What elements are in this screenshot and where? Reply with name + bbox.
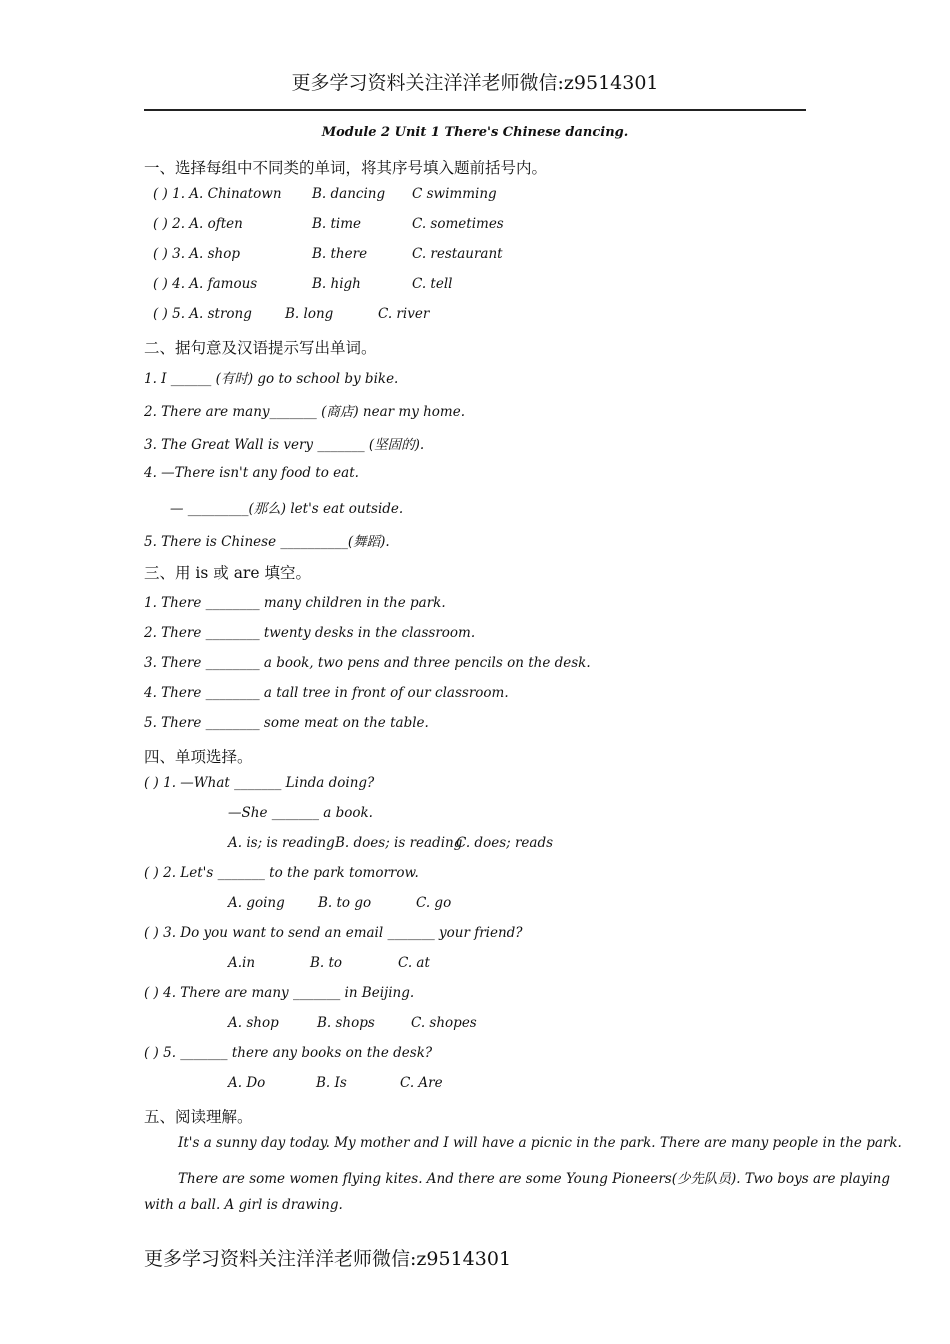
- section-4-heading: 四、单项选择。: [144, 748, 253, 766]
- reading-line-2: There are some women flying kites. And there are some Young Pioneers(少先队员). Two boys are playing: [178, 1171, 891, 1187]
- s4-q2-opt-c: C. go: [416, 895, 452, 911]
- s2-line-4: 4. —There isn't any food to eat.: [144, 465, 359, 481]
- s4-q5-opt-a: A. Do: [228, 1075, 266, 1091]
- s4-q3-opt-b: B. to: [310, 955, 343, 971]
- section-2-heading: 二、据句意及汉语提示写出单词。: [144, 339, 377, 357]
- section-5-heading: 五、阅读理解。: [144, 1108, 253, 1126]
- s1-q4-c: C. tell: [412, 276, 453, 292]
- reading-line-3: with a ball. A girl is drawing.: [144, 1197, 343, 1213]
- s4-q5: ( ) 5. _______ there any books on the desk?: [144, 1045, 433, 1061]
- s4-q4-opt-c: C. shopes: [411, 1015, 477, 1031]
- s1-q5-b: B. long: [285, 306, 334, 322]
- s1-q3: ( ) 3. A. shop: [153, 246, 241, 262]
- s4-q2-opt-b: B. to go: [318, 895, 372, 911]
- s4-q3-opt-a: A.in: [228, 955, 256, 971]
- s4-q1-opt-a: A. is; is reading: [228, 835, 335, 851]
- s2-line-2: 2. There are many_______ (商店) near my home.: [144, 404, 466, 420]
- s1-q2: ( ) 2. A. often: [153, 216, 243, 232]
- s4-q4-opt-a: A. shop: [228, 1015, 279, 1031]
- s3-line-2: 2. There ________ twenty desks in the classroom.: [144, 625, 476, 641]
- page-footer: 更多学习资料关注洋洋老师微信:z9514301: [144, 1248, 512, 1270]
- s1-q5-c: C. river: [378, 306, 430, 322]
- s1-q2-c: C. sometimes: [412, 216, 504, 232]
- s3-line-3: 3. There ________ a book, two pens and three pencils on the desk.: [144, 655, 591, 671]
- s2-line-3: 3. The Great Wall is very _______ (坚固的).: [144, 437, 425, 453]
- s3-line-5: 5. There ________ some meat on the table.: [144, 715, 429, 731]
- s4-q3: ( ) 3. Do you want to send an email _______ your friend?: [144, 925, 523, 941]
- page-header: 更多学习资料关注洋洋老师微信:z9514301: [291, 72, 659, 94]
- s4-q1-response: —She _______ a book.: [228, 805, 373, 821]
- reading-line-1: It's a sunny day today. My mother and I will have a picnic in the park. There are many people in the park.: [178, 1135, 902, 1151]
- s4-q4: ( ) 4. There are many _______ in Beijing.: [144, 985, 415, 1001]
- s1-q3-c: C. restaurant: [412, 246, 503, 262]
- header-divider: [144, 109, 806, 111]
- s2-line-4-answer: — _________(那么) let's eat outside.: [170, 501, 404, 517]
- s1-q1-b: B. dancing: [312, 186, 386, 202]
- s4-q1-opt-c: C. does; reads: [456, 835, 554, 851]
- s4-q1: ( ) 1. —What _______ Linda doing?: [144, 775, 375, 791]
- s4-q3-opt-c: C. at: [398, 955, 430, 971]
- s4-q5-opt-c: C. Are: [400, 1075, 443, 1091]
- section-1-heading: 一、选择每组中不同类的单词，将其序号填入题前括号内。: [144, 159, 548, 177]
- s4-q5-opt-b: B. Is: [316, 1075, 347, 1091]
- s3-line-4: 4. There ________ a tall tree in front of our classroom.: [144, 685, 509, 701]
- s2-line-5: 5. There is Chinese __________(舞蹈).: [144, 534, 390, 550]
- s4-q2-opt-a: A. going: [228, 895, 285, 911]
- worksheet-title: Module 2 Unit 1 There's Chinese dancing.: [321, 125, 629, 140]
- s1-q1: ( ) 1. A. Chinatown: [153, 186, 282, 202]
- s1-q5: ( ) 5. A. strong: [153, 306, 252, 322]
- s2-line-1: 1. I ______ (有时) go to school by bike.: [144, 371, 399, 387]
- s3-line-1: 1. There ________ many children in the park.: [144, 595, 446, 611]
- s4-q2: ( ) 2. Let's _______ to the park tomorrow.: [144, 865, 419, 881]
- s1-q3-b: B. there: [312, 246, 368, 262]
- s1-q2-b: B. time: [312, 216, 362, 232]
- s1-q1-c: C swimming: [412, 186, 497, 202]
- section-3-heading: 三、用 is 或 are 填空。: [144, 564, 311, 582]
- s1-q4-b: B. high: [312, 276, 361, 292]
- s4-q4-opt-b: B. shops: [317, 1015, 375, 1031]
- s1-q4: ( ) 4. A. famous: [153, 276, 258, 292]
- s4-q1-opt-b: B. does; is reading: [335, 835, 463, 851]
